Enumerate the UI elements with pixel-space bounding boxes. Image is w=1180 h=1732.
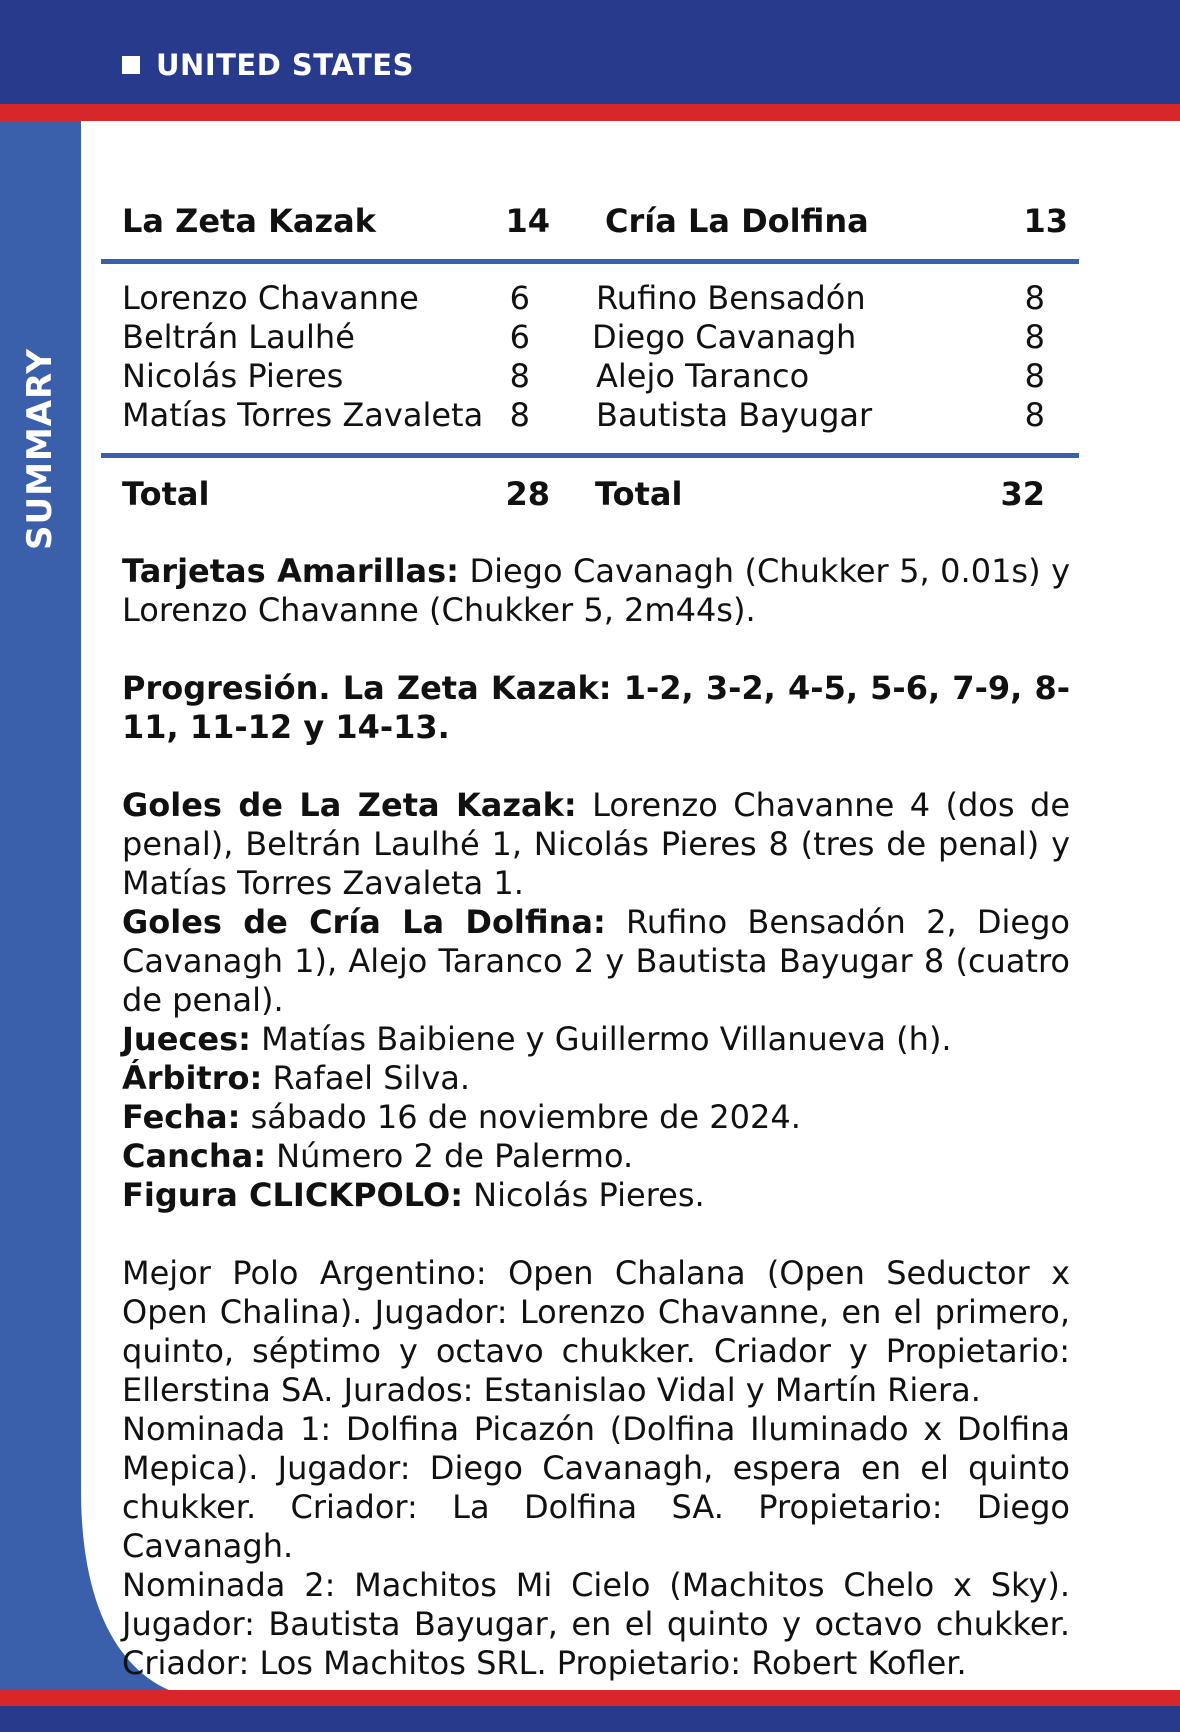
home-player-name: Matías Torres Zavaleta xyxy=(122,396,484,434)
away-player-handicap: 8 xyxy=(1024,318,1045,356)
away-total-value: 32 xyxy=(1000,475,1045,513)
square-bullet-icon xyxy=(122,56,140,74)
nominee-2 xyxy=(122,1566,1070,1683)
judges-text: Matías Baibiene y Guillermo Villanueva (h). xyxy=(250,1020,952,1058)
away-goals-text: Rufino Bensadón 2, Diego Cavanagh 1), Alejo Taranco 2 y Bautista Bayugar 8 (cuatro de penal). xyxy=(122,903,1070,1019)
nominee-1-text: Dolfina Picazón (Dolfina Iluminado x Dolfina Mepica). Jugador: Diego Cavanagh, espera en el quinto chukker. Criador: La Dolfina SA. Propietario: Diego Cavanagh. xyxy=(122,1410,1071,1565)
away-goals xyxy=(122,903,1070,1020)
home-player-handicap: 8 xyxy=(509,357,530,395)
home-goals-label: Goles de La Zeta Kazak: xyxy=(122,786,577,824)
home-player-name: Nicolás Pieres xyxy=(122,357,344,395)
table-rule-bottom xyxy=(101,453,1079,458)
away-handicaps-list xyxy=(1010,279,1045,435)
figure-text: Nicolás Pieres. xyxy=(463,1176,705,1214)
figure-of-match xyxy=(122,1176,1070,1215)
away-player-name: Diego Cavanagh xyxy=(592,318,857,356)
home-player-handicap: 6 xyxy=(509,318,530,356)
home-total-label: Total xyxy=(122,475,210,513)
sidebar-band xyxy=(0,121,81,1691)
nominee-2-label: Nominada 2: xyxy=(122,1566,336,1604)
home-team-name: La Zeta Kazak xyxy=(122,202,376,240)
figure-label: Figura CLICKPOLO: xyxy=(122,1176,463,1214)
best-horse-label: Mejor Polo Argentino: xyxy=(122,1254,487,1292)
away-player-handicap: 8 xyxy=(1024,396,1045,434)
country-heading xyxy=(122,48,414,82)
judges-label: Jueces: xyxy=(122,1020,251,1058)
referee xyxy=(122,1059,1070,1098)
best-horse xyxy=(122,1254,1070,1410)
progression xyxy=(122,669,1070,747)
home-goals xyxy=(122,786,1070,903)
away-goals-label: Goles de Cría La Dolfina: xyxy=(122,903,606,941)
match-details xyxy=(122,552,1070,1683)
yellow-cards xyxy=(122,552,1070,630)
referee-text: Rafael Silva. xyxy=(262,1059,471,1097)
nominee-1 xyxy=(122,1410,1070,1566)
referee-label: Árbitro: xyxy=(122,1059,263,1097)
field xyxy=(122,1137,1070,1176)
match-date xyxy=(122,1098,1070,1137)
country-label: UNITED STATES xyxy=(156,48,414,82)
away-player-name: Rufino Bensadón xyxy=(596,279,866,317)
away-player-handicap: 8 xyxy=(1024,279,1045,317)
header-red-stripe xyxy=(0,104,1180,121)
home-player-handicap: 8 xyxy=(509,396,530,434)
away-player-name: Alejo Taranco xyxy=(596,357,810,395)
footer-bar xyxy=(0,1706,1180,1732)
footer-red-stripe xyxy=(0,1690,1180,1706)
progression-text: Progresión. La Zeta Kazak: 1-2, 3-2, 4-5, 5-6, 7-9, 8-11, 11-12 y 14-13. xyxy=(122,669,1070,746)
home-player-handicap: 6 xyxy=(509,279,530,317)
home-player-name: Lorenzo Chavanne xyxy=(122,279,419,317)
away-players-list xyxy=(592,279,872,435)
field-text: Número 2 de Palermo. xyxy=(266,1137,634,1175)
home-handicaps-list xyxy=(500,279,530,435)
home-player-name: Beltrán Laulhé xyxy=(122,318,355,356)
match-date-text: sábado 16 de noviembre de 2024. xyxy=(240,1098,801,1136)
away-team-name: Cría La Dolfina xyxy=(605,202,869,240)
home-total-value: 28 xyxy=(505,475,550,513)
table-rule-top xyxy=(101,259,1079,264)
home-goals-text: Lorenzo Chavanne 4 (dos de penal), Beltrán Laulhé 1, Nicolás Pieres 8 (tres de penal) y Matías Torres Zavaleta 1. xyxy=(122,786,1071,902)
nominee-2-text: Machitos Mi Cielo (Machitos Chelo x Sky). Jugador: Bautista Bayugar, en el quinto y octavo chukker. Criador: Los Machitos SRL. Propietario: Robert Kofler. xyxy=(122,1566,1071,1682)
yellow-cards-label: Tarjetas Amarillas: xyxy=(122,552,459,590)
away-total-label: Total xyxy=(595,475,683,513)
sidebar-label: SUMMARY xyxy=(20,347,60,551)
away-team-score: 13 xyxy=(1023,202,1068,240)
judges xyxy=(122,1020,1070,1059)
yellow-cards-text: Diego Cavanagh (Chukker 5, 0.01s) y Lorenzo Chavanne (Chukker 5, 2m44s). xyxy=(122,552,1070,629)
nominee-1-label: Nominada 1: xyxy=(122,1410,332,1448)
away-player-name: Bautista Bayugar xyxy=(596,396,873,434)
match-date-label: Fecha: xyxy=(122,1098,241,1136)
away-player-handicap: 8 xyxy=(1024,357,1045,395)
home-players-list xyxy=(122,279,483,435)
home-team-score: 14 xyxy=(505,202,550,240)
field-label: Cancha: xyxy=(122,1137,266,1175)
best-horse-text: Open Chalana (Open Seductor x Open Chalina). Jugador: Lorenzo Chavanne, en el primero, quinto, séptimo y octavo chukker. Criador y Propietario: Ellerstina SA. Jurados: Estanislao Vidal y Martín Riera. xyxy=(122,1254,1071,1409)
